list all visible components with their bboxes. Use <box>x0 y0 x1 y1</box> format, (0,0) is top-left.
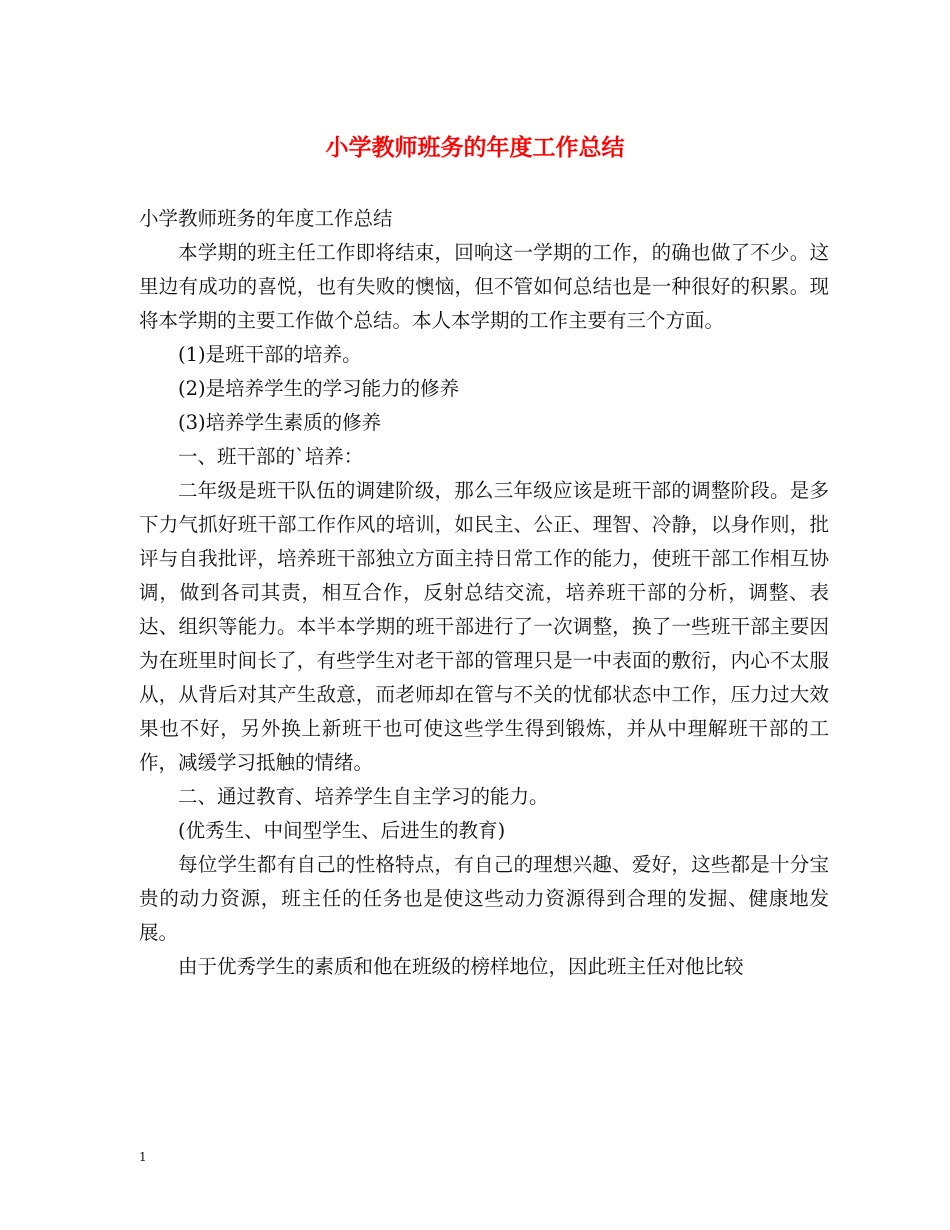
paragraph: 小学教师班务的年度工作总结 <box>139 207 393 230</box>
paragraph: 本学期的班主任工作即将结束，回响这一学期的工作，的确也做了不少。这里边有成功的喜悦，也有失败的懊恼，但不管如何总结也是一种很好的积累。现将本学期的主要工作做个总结。本人本学期的工作主要有三个方面。 <box>139 241 829 332</box>
paragraph: (优秀生、中间型学生、后进生的教育) <box>178 819 506 842</box>
paragraph: 一、班干部的`培养： <box>178 445 364 468</box>
paragraph: 二年级是班干队伍的调建阶级，那么三年级应该是班干部的调整阶段。是多下力气抓好班干部工作作风的培训，如民主、公正、理智、冷静，以身作则，批评与自我批评，培养班干部独立方面主持日常工作的能力，使班干部工作相互协调，做到各司其责，相互合作，反射总结交流，培养班干部的分析，调整、表达、组织等能力。本半本学期的班干部进行了一次调整，换了一些班干部主要因为在班里时间长了，有些学生对老干部的管理只是一中表面的敷衍，内心不太服从，从背后对其产生敌意，而老师却在管与不关的忧郁状态中工作，压力过大效果也不好，另外换上新班干也可使这些学生得到锻炼，并从中理解班干部的工作，减缓学习抵触的情绪。 <box>139 479 829 774</box>
paragraph: (3)培养学生素质的修养 <box>178 411 382 434</box>
document-body <box>139 202 829 984</box>
paragraph: 每位学生都有自己的性格特点，有自己的理想兴趣、爱好，这些都是十分宝贵的动力资源，班主任的任务也是使这些动力资源得到合理的发掘、健康地发展。 <box>139 853 829 944</box>
paragraph: (2)是培养学生的学习能力的修养 <box>178 377 460 400</box>
paragraph: (1)是班干部的培养。 <box>178 343 362 366</box>
paragraph: 二、通过教育、培养学生自主学习的能力。 <box>178 785 549 808</box>
paragraph: 由于优秀学生的素质和他在班级的榜样地位，因此班主任对他比较 <box>178 955 744 978</box>
document-title: 小学教师班务的年度工作总结 <box>325 134 625 161</box>
page-number: 1 <box>139 1150 147 1164</box>
